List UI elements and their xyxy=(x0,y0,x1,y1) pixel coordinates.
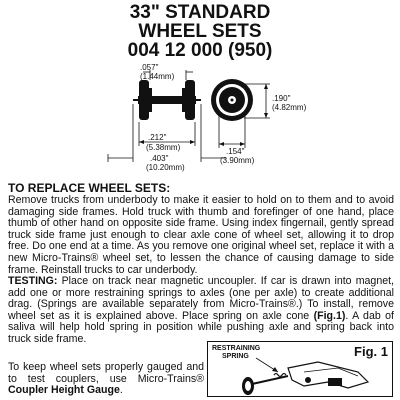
title-line-2: WHEEL SETS xyxy=(138,21,262,42)
figure-1-drawing xyxy=(208,342,392,396)
wheel-set-diagram xyxy=(0,58,400,178)
wheel-set-side-view xyxy=(133,80,201,120)
spring-label-line1: RESTRAINING xyxy=(212,345,261,352)
dim-057-mm: (1.44mm) xyxy=(140,72,175,81)
gauge-paragraph: To keep wheel sets properly gauged and to test couplers, use Micro-Trains® Coupler Height Gauge. xyxy=(8,361,204,397)
dim-403-mm: (10.20mm) xyxy=(146,163,185,172)
dim-212-mm: (5.38mm) xyxy=(146,143,181,152)
testing-paragraph: TESTING: Place on track near magnetic uncoupler. If car is drawn into magnet, add one or more restraining springs to axles (one per axle) to create additional drag. (Springs are available separately from Micro-Trains®.) To install, remove wheel set as it is explained above. Place spring on axle cone (Fig.1). A dab of saliva will help hold spring in position while pushing axle and spring back into truck side frame. xyxy=(8,275,394,345)
dim-154: .154" xyxy=(226,147,245,156)
dim-057: .057" xyxy=(140,63,159,72)
spring-label-line2: SPRING xyxy=(222,353,249,360)
title-line-1: 33" STANDARD xyxy=(129,2,271,23)
dim-190-mm: (4.82mm) xyxy=(272,103,307,112)
dim-403: .403" xyxy=(150,154,169,163)
dim-190: .190" xyxy=(272,94,291,103)
wheel-end-view xyxy=(211,79,253,121)
dim-154-mm: (3.90mm) xyxy=(220,156,255,165)
replace-paragraph: Remove trucks from underbody to make it easier to hold on to them and to avoid damaging side frames. Hold truck with thumb and forefinger of one hand, place thumb of other hand on opposite side frame. Using index fingernail, gently spread truck side frame just enough to clear axle cone of wheel set, allowing it to drop free. Do one end at a time. As you remove one original wheel set, replace it with a new Micro-Trains® wheel set, to lessen the chance of causing damage to side frame. Reinstall trucks to car underbody. xyxy=(8,194,394,276)
replace-heading: TO REPLACE WHEEL SETS: xyxy=(8,181,171,195)
figure-label: Fig. 1 xyxy=(354,344,388,359)
dim-212: .212" xyxy=(148,133,167,142)
figure-1-box xyxy=(207,341,393,397)
testing-heading: TESTING: xyxy=(8,275,58,287)
title-line-3: 004 12 000 (950) xyxy=(127,40,273,61)
